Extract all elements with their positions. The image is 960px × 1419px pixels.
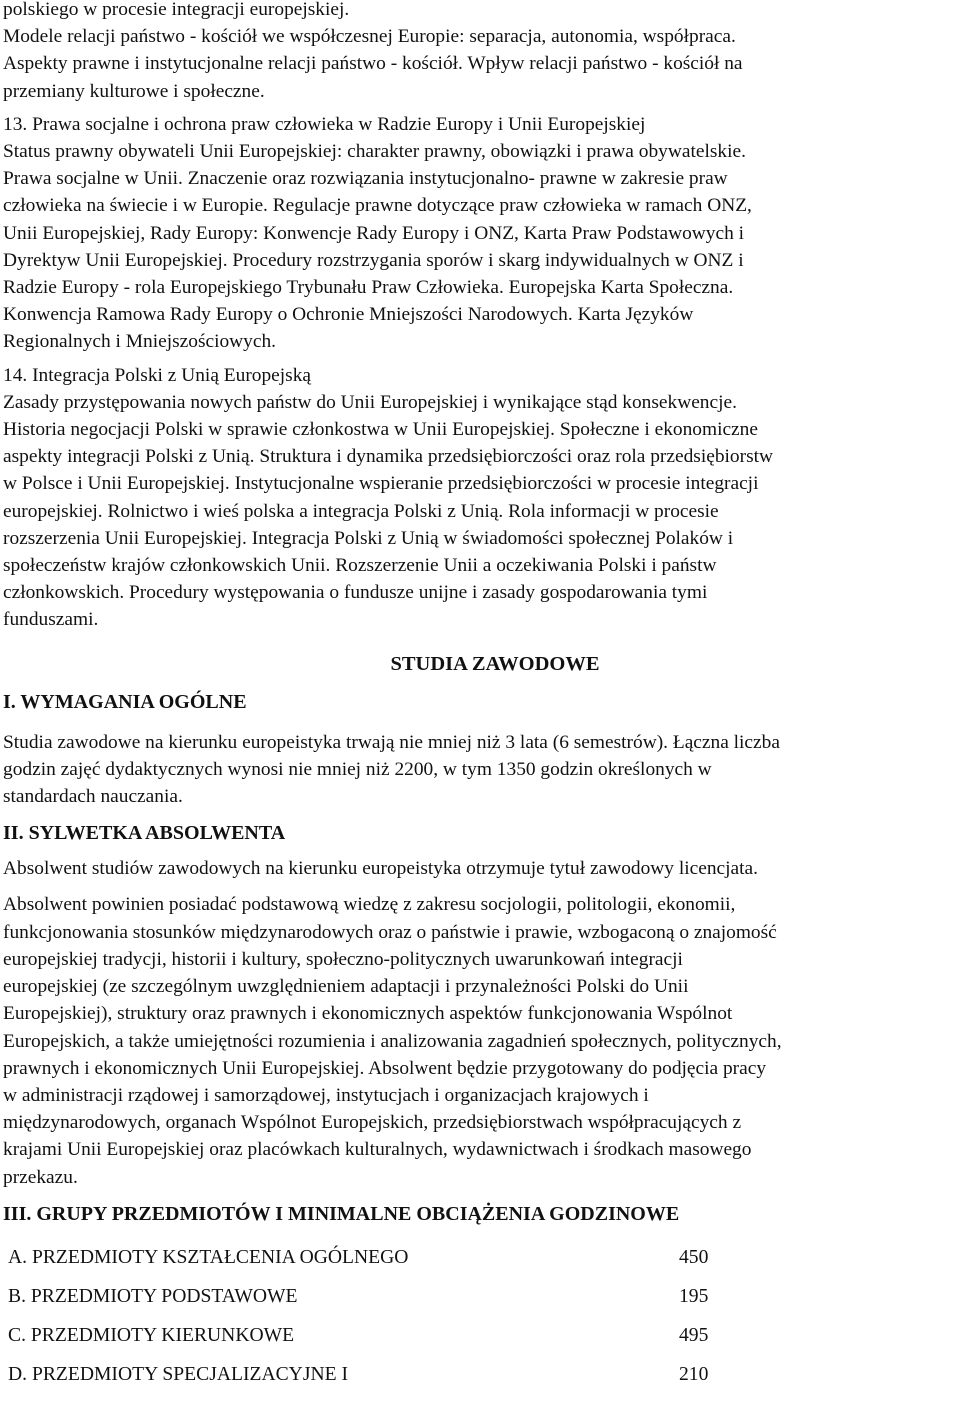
section-14-line: funduszami.	[3, 609, 99, 631]
sylwetka-line: przekazu.	[3, 1166, 78, 1188]
subject-name: C. PRZEDMIOTY KIERUNKOWE	[8, 1324, 295, 1346]
sylwetka-paragraph-1: Absolwent studiów zawodowych na kierunku europeistyka otrzymuje tytuł zawodowy licencjata.	[3, 858, 758, 880]
section-13-line: człowieka na świecie i w Europie. Regulacje prawne dotyczące praw człowieka w ramach ONZ,	[3, 195, 752, 217]
intro-line: Aspekty prawne i instytucjonalne relacji państwo - kościół. Wpływ relacji państwo - kościół na	[3, 53, 743, 75]
subject-name: A. PRZEDMIOTY KSZTAŁCENIA OGÓLNEGO	[8, 1246, 409, 1268]
subject-hours: 495	[679, 1324, 709, 1346]
section-14-line: społeczeństw krajów członkowskich Unii. Rozszerzenie Unii a oczekiwania Polski i państw	[3, 555, 717, 577]
section-14-line: europejskiej. Rolnictwo i wieś polska a integracja Polski z Unią. Rola informacji w procesie	[3, 500, 719, 522]
section-14-line: aspekty integracji Polski z Unią. Struktura i dynamika przedsiębiorczości oraz rola przedsiębiorstw	[3, 446, 774, 468]
section-14-line: Historia negocjacji Polski w sprawie członkostwa w Unii Europejskiej. Społeczne i ekonomiczne	[3, 419, 758, 441]
section-13-line: Dyrektyw Unii Europejskiej. Procedury rozstrzygania sporów i skarg indywidualnych w ONZ i	[3, 249, 744, 271]
wymagania-line: Studia zawodowe na kierunku europeistyka trwają nie mniej niż 3 lata (6 semestrów). Łączna liczba	[3, 731, 780, 753]
table-row	[8, 1277, 957, 1316]
section-14-title: 14. Integracja Polski z Unią Europejską	[3, 364, 312, 386]
section-13-line: Radzie Europy - rola Europejskiego Trybunału Praw Człowieka. Europejska Karta Społeczna.	[3, 277, 734, 299]
sylwetka-line: Europejskiej), struktury oraz prawnych i ekonomicznych aspektów funkcjonowania Wspólnot	[3, 1003, 733, 1025]
subjects-table	[8, 1238, 957, 1394]
subject-name: B. PRZEDMIOTY PODSTAWOWE	[8, 1285, 298, 1307]
studia-zawodowe-heading: STUDIA ZAWODOWE	[390, 652, 600, 675]
sylwetka-line: krajami Unii Europejskiej oraz placówkach kulturalnych, wydawnictwach i środkach masowego	[3, 1139, 752, 1161]
sylwetka-line: Absolwent powinien posiadać podstawową wiedzę z zakresu socjologii, politologii, ekonomii,	[3, 894, 736, 916]
wymagania-heading: I. WYMAGANIA OGÓLNE	[3, 690, 247, 713]
table-row	[8, 1355, 957, 1394]
intro-line: Modele relacji państwo - kościół we współczesnej Europie: separacja, autonomia, współpraca.	[3, 26, 736, 48]
intro-line: polskiego w procesie integracji europejskiej.	[3, 0, 350, 20]
wymagania-line: standardach nauczania.	[3, 786, 183, 808]
section-14	[3, 362, 957, 634]
intro-block	[3, 0, 957, 105]
section-grupy	[3, 1200, 957, 1394]
section-13	[3, 111, 957, 356]
subject-hours: 195	[679, 1285, 709, 1307]
section-14-line: członkowskich. Procedury występowania o fundusze unijne i zasady gospodarowania tymi	[3, 582, 708, 604]
section-13-line: Status prawny obywateli Unii Europejskiej: charakter prawny, obowiązki i prawa obywatelskie.	[3, 141, 746, 163]
sylwetka-line: europejskiej tradycji, historii i kultury, społeczno-politycznych uwarunkowań integracji	[3, 948, 683, 970]
intro-line: przemiany kulturowe i społeczne.	[3, 80, 265, 102]
table-row	[8, 1316, 957, 1355]
section-14-line: rozszerzenia Unii Europejskiej. Integracja Polski z Unią w świadomości społecznej Polaków i	[3, 527, 734, 549]
section-13-line: Unii Europejskiej, Rady Europy: Konwencje Rady Europy i ONZ, Karta Praw Podstawowych i	[3, 222, 745, 244]
grupy-heading: III. GRUPY PRZEDMIOTÓW I MINIMALNE OBCIĄŻENIA GODZINOWE	[3, 1202, 680, 1225]
sylwetka-line: w administracji rządowej i samorządowej, instytucjach i organizacjach krajowych i	[3, 1084, 649, 1106]
table-row	[8, 1238, 957, 1277]
sylwetka-line: prawnych i ekonomicznych Unii Europejskiej. Absolwent będzie przygotowany do podjęcia pracy	[3, 1057, 767, 1079]
sylwetka-line: międzynarodowych, organach Wspólnot Europejskich, przedsiębiorstwach współpracujących z	[3, 1112, 742, 1134]
subject-name: D. PRZEDMIOTY SPECJALIZACYJNE I	[8, 1363, 348, 1385]
sylwetka-line: Europejskich, a także umiejętności rozumienia i analizowania zagadnień społecznych, politycznych,	[3, 1030, 782, 1052]
section-13-line: Regionalnych i Mniejszościowych.	[3, 331, 277, 353]
subject-hours: 210	[679, 1363, 709, 1385]
sylwetka-line: funkcjonowania stosunków międzynarodowych oraz o państwie i prawie, wzbogaconą o znajomość	[3, 921, 777, 943]
section-sylwetka	[3, 819, 957, 1190]
subject-hours: 450	[679, 1246, 709, 1268]
sylwetka-line: europejskiej (ze szczególnym uwzględnieniem adaptacji i przynależności Polski do Unii	[3, 976, 689, 998]
section-13-line: Konwencja Ramowa Rady Europy o Ochronie Mniejszości Narodowych. Karta Języków	[3, 304, 694, 326]
sylwetka-heading: II. SYLWETKA ABSOLWENTA	[3, 822, 286, 845]
section-14-line: Zasady przystępowania nowych państw do Unii Europejskiej i wynikające stąd konsekwencje.	[3, 391, 737, 413]
section-wymagania	[3, 688, 957, 811]
wymagania-line: godzin zajęć dydaktycznych wynosi nie mniej niż 2200, w tym 1350 godzin określonych w	[3, 758, 712, 780]
section-13-line: Prawa socjalne w Unii. Znaczenie oraz rozwiązania instytucjonalno- prawne w zakresie praw	[3, 168, 728, 190]
section-14-line: w Polsce i Unii Europejskiej. Instytucjonalne wspieranie przedsiębiorczości w procesie integracji	[3, 473, 759, 495]
section-13-title: 13. Prawa socjalne i ochrona praw człowieka w Radzie Europy i Unii Europejskiej	[3, 113, 646, 135]
